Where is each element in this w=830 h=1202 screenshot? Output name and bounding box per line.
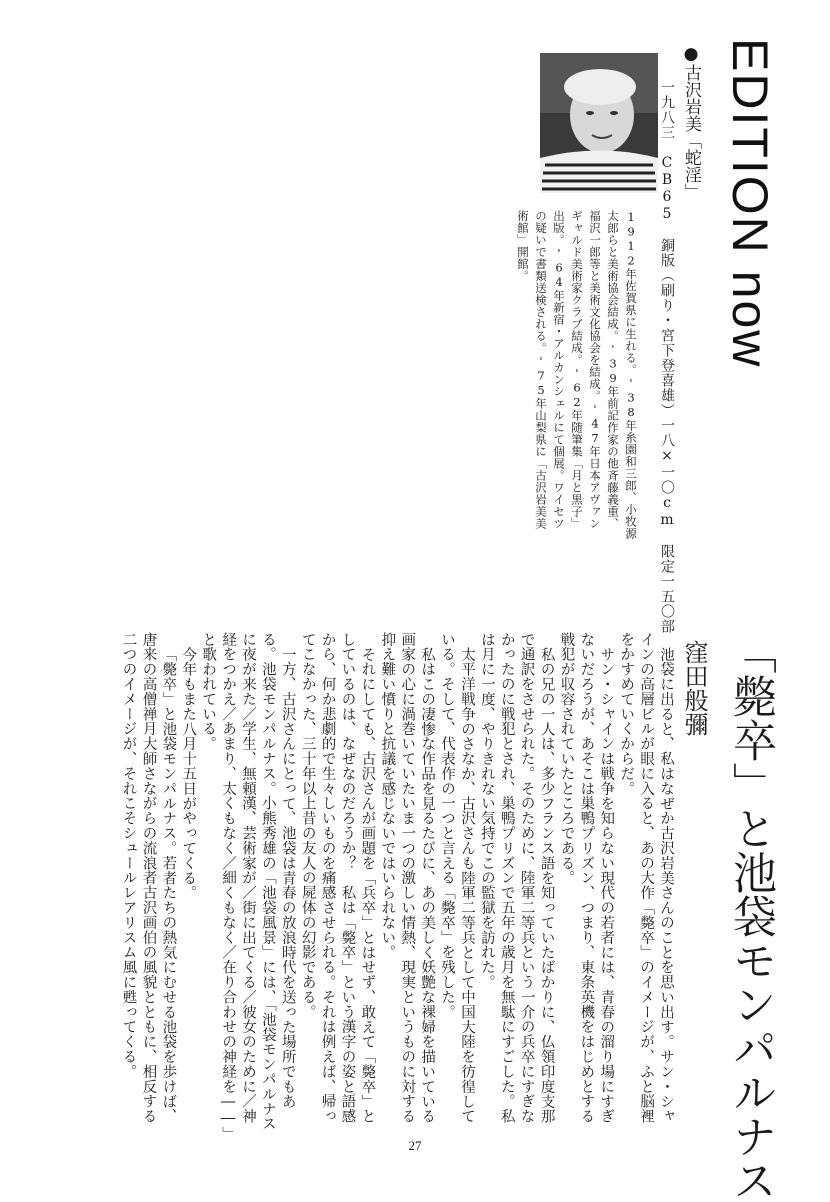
artist-biography: 1912年佐賀県に生れる。'38年糸園和三郎、小牧源太郎らと美術協会結成。'39年前記作家の他斉藤義重、福沢一郎等と美術文化協会を結成。'47年日本アヴァンギャルド美術家クラブ結成。'62年随筆集「月と黒子」出版。'64年新宿・アルカンシェルにて個展。ワイセツの疑いで書類送検される。'75年山梨県に「古沢岩美美術館」開館。 bbox=[516, 210, 638, 540]
article-body bbox=[120, 632, 675, 1137]
edition-spec: 一九八三 CB65 銅版（刷り・宮下登喜雄）一八×一〇cm 限定一五〇部 bbox=[659, 80, 675, 634]
article-title: 「斃卒」と池袋モンパルナス bbox=[725, 630, 776, 1202]
article-author: 窪田般彌 bbox=[680, 640, 708, 736]
paragraph: 太平洋戦争のさなか、古沢さんも陸軍二等兵として中国大陸を彷徨している。そして、代表作の一つと言える「斃卒」を残した。 bbox=[439, 632, 475, 1124]
portrait-image bbox=[540, 53, 658, 193]
page-number: 27 bbox=[408, 1138, 422, 1153]
paragraph: 池袋に出ると、私はなぜか古沢岩美さんのことを思い出す。サン・シャインの高層ビルが眼に入ると、あの大作「斃卒」のイメージが、ふと脳裡をかすめていくからだ。 bbox=[618, 632, 674, 1124]
paragraph: それにしても、古沢さんが画題を「兵卒」とはせず、敢えて「斃卒」としているのは、なぜなのだろうか？ 私は「斃卒」という漢字の姿と語感から、何か悲劇的で生々しいものを痛感させられる。それは例えば、帰ってこなかった、三十年以上昔の友人の屍体の幻影である。 bbox=[299, 632, 376, 1124]
artist-portrait-photo bbox=[540, 53, 658, 193]
edition-title: ●古沢岩美「蛇淫」 bbox=[681, 44, 701, 200]
paragraph: 私はこの凄惨な作品を見るたびに、あの美しく妖艶な裸婦を描いている画家の心に渦巻いていたいま一つの激しい情熱、現実というものに対する抑え難い憤りと抗議を感じないではいられない。 bbox=[379, 632, 436, 1124]
paragraph: 私の兄の一人は、多少フランス語を知っていたばかりに、仏領印度支那で通訳をさせられた。そのために、陸軍二等兵という一介の兵卒にすぎなかったのに戦犯とされ、巣鴨プリズンで五年の歳月を無駄にすごした。私は月に一度、やりきれない気持でこの監獄を訪れた。 bbox=[478, 632, 555, 1124]
paragraph: サン・シャインは戦争を知らない現代の若者には、青春の溜り場にすぎないだろうが、あそこは巣鴨プリズン、つまり、東条英機をはじめとする戦犯が収容されていたところである。 bbox=[558, 632, 615, 1124]
paragraph: 今年もまた八月十五日がやってくる。 bbox=[180, 646, 197, 900]
paragraph: 「斃卒」と池袋モンパルナス。若者たちの熱気にむせる池袋を歩けば、唐来の高僧禅月大師さながらの流浪者古沢画伯の風貌とともに、相反する二つのイメージが、それこそシュールレアリスム風に甦ってくる。 bbox=[120, 632, 177, 1124]
edition-now-heading: EDITION now bbox=[722, 38, 778, 369]
paragraph: 一方、古沢さんにとって、池袋は青春の放浪時代を送った場所でもある。池袋モンパルナス。小熊秀雄の「池袋風景」には、「池袋モンパルナスに夜が来た／学生、無頼漢、芸術家が／街に出てくる／彼女のために／神経をつかえ／あまり、太くもなく／細くもなく／在り合わせの神経を――」と歌われている。 bbox=[200, 632, 296, 1135]
